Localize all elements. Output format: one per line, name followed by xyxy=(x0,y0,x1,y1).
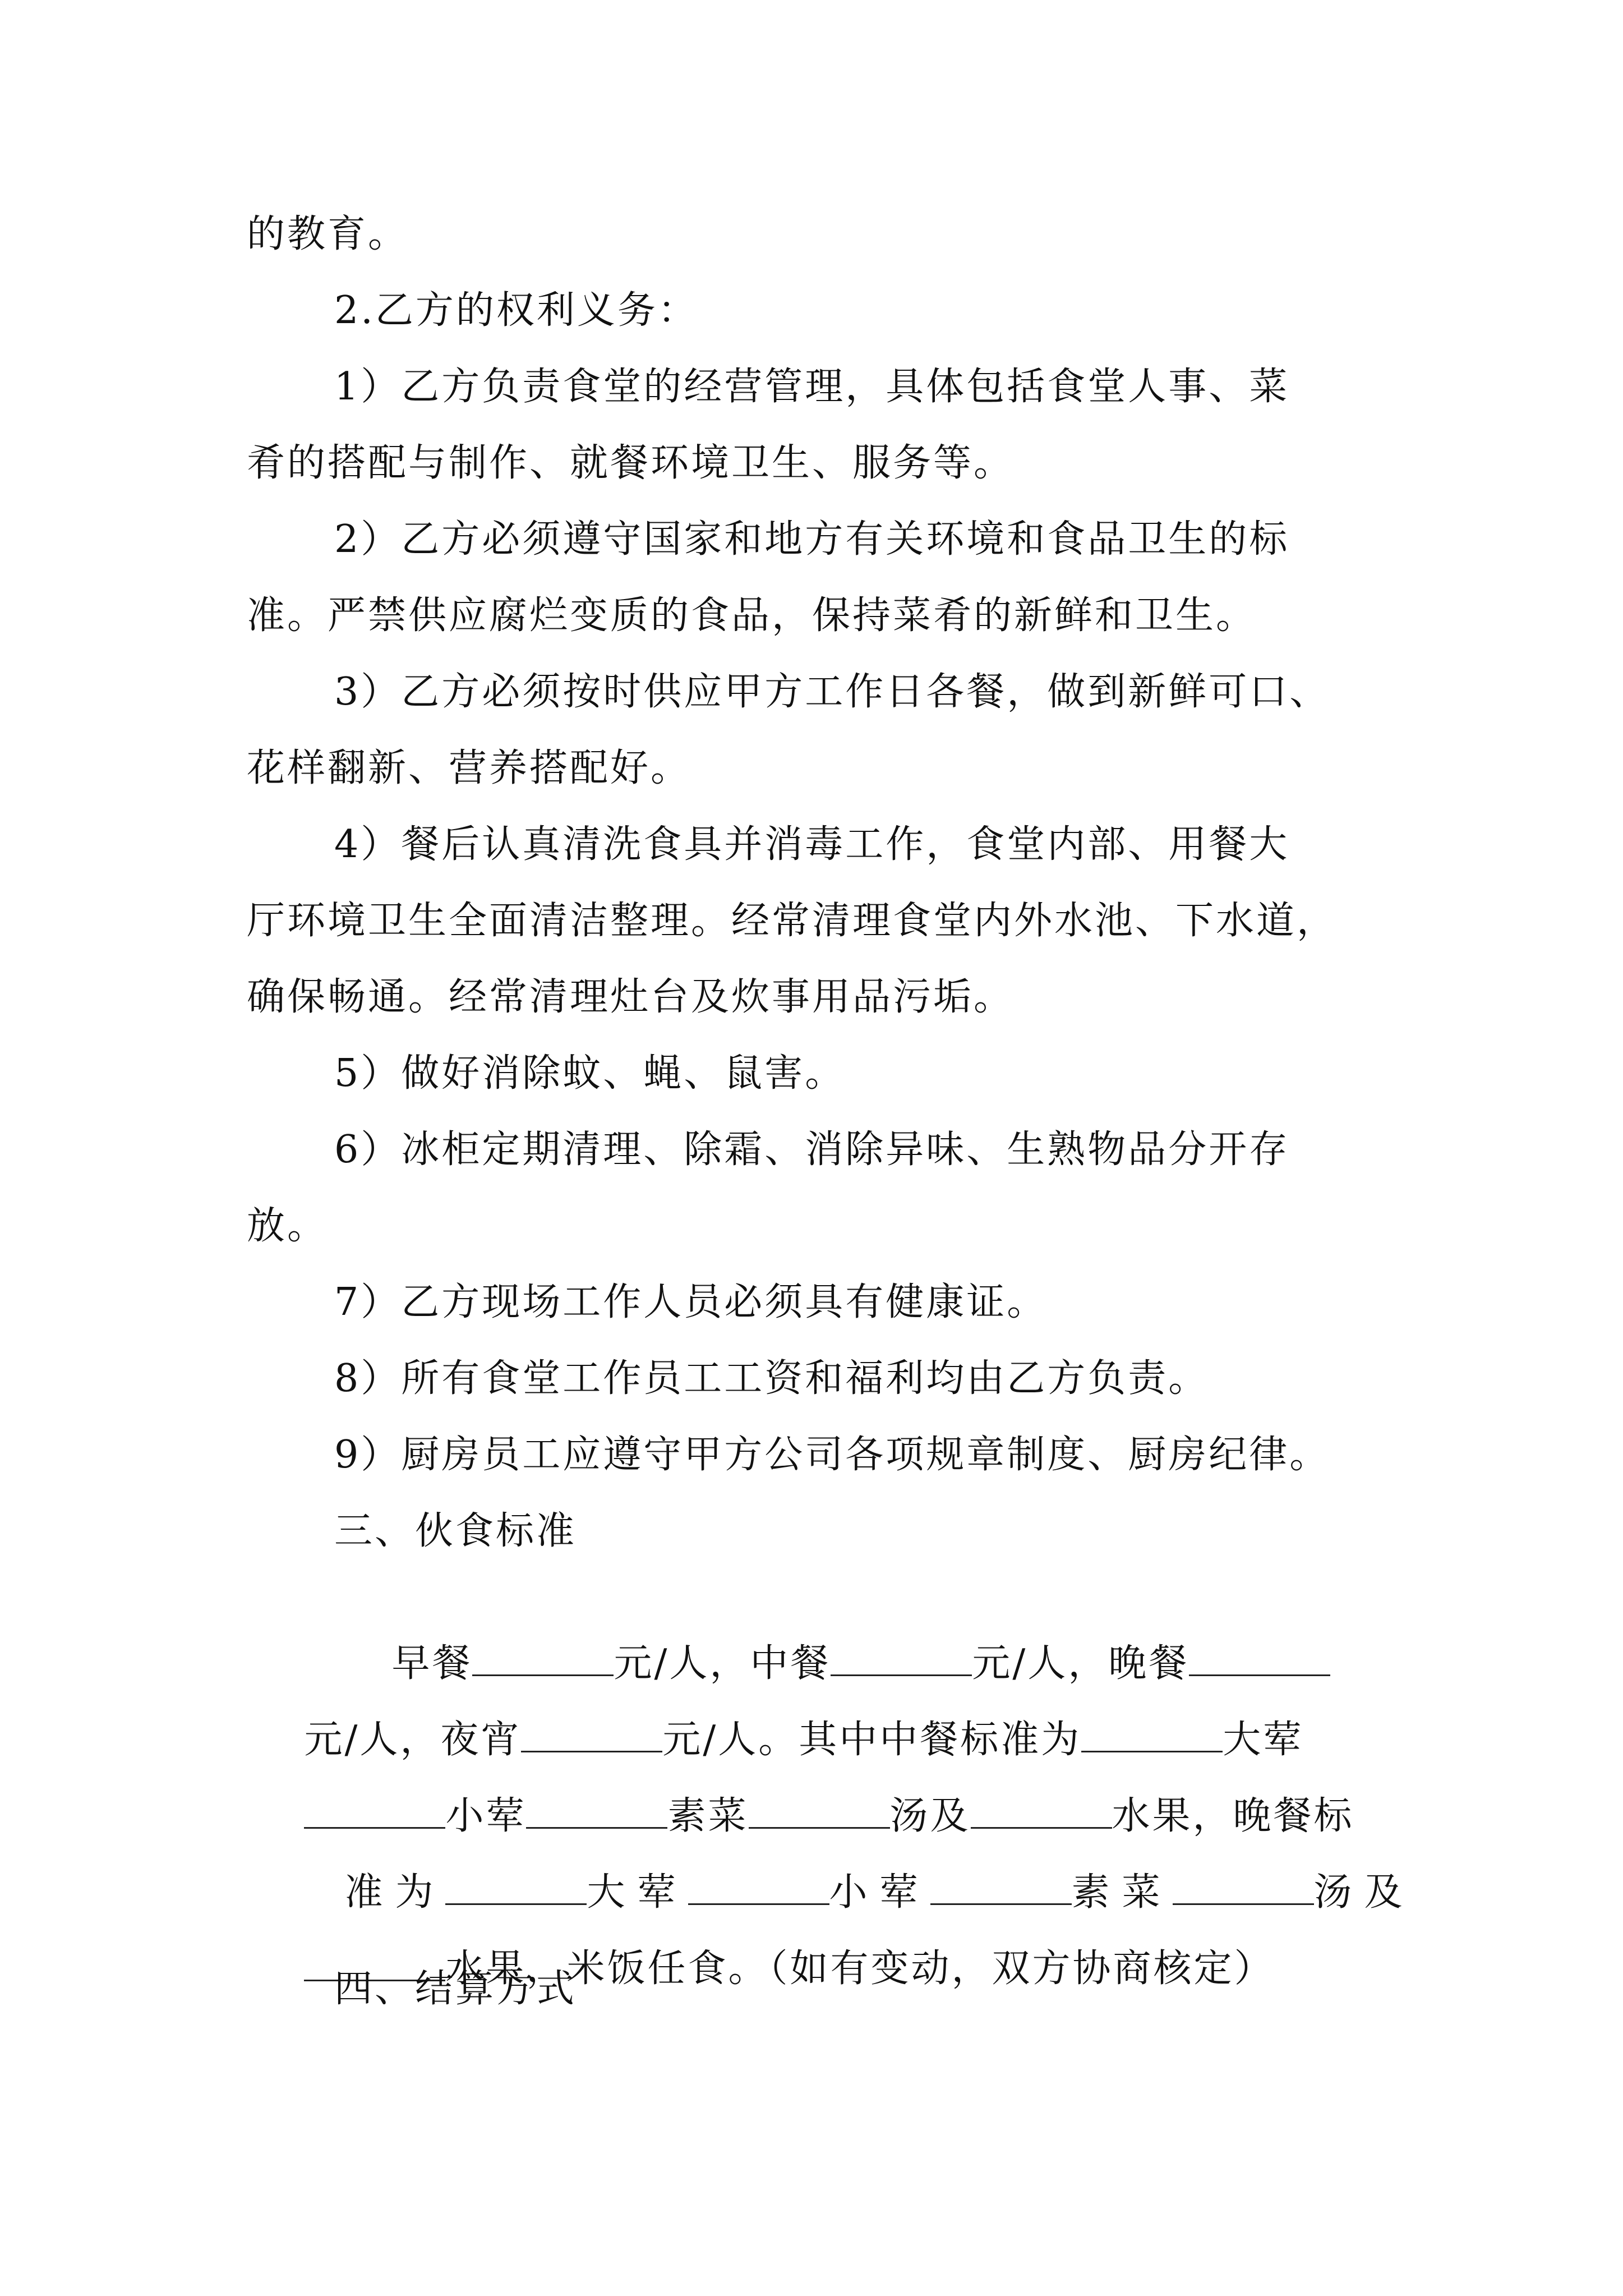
meal-standard-line-5: 水果，米饭任食。（如有变动，双方协商核定） xyxy=(247,1885,1274,1941)
text-line: 准。严禁供应腐烂变质的食品，保持菜肴的新鲜和卫生。 xyxy=(247,593,1257,638)
text-line: 5）做好消除蚊、蝇、鼠害。 xyxy=(334,1051,846,1096)
text-line: 1）乙方负责食堂的经营管理，具体包括食堂人事、菜 xyxy=(334,365,1290,409)
meal-standard-line-2: 元/人，夜宵 元/人。其中中餐标准为 大荤 xyxy=(247,1656,1303,1712)
meal-standard-line-1: 早餐 元/人，中餐 元/人，晚餐 xyxy=(334,1580,1330,1636)
text-line: 厅环境卫生全面清洁整理。经常清理食堂内外水池、下水道， xyxy=(247,899,1338,943)
section-heading: 2.乙方的权利义务： xyxy=(334,288,698,333)
text-line: 3）乙方必须按时供应甲方工作日各餐，做到新鲜可口、 xyxy=(334,670,1330,714)
text-line: 肴的搭配与制作、就餐环境卫生、服务等。 xyxy=(247,441,1015,485)
section-heading: 四、结算方式 xyxy=(334,1967,577,2011)
text-line: 花样翻新、营养搭配好。 xyxy=(247,746,691,790)
text-line: 2）乙方必须遵守国家和地方有关环境和食品卫生的标 xyxy=(334,517,1290,562)
meal-standard-line-4: 准为 大荤 小荤 素菜 汤及 xyxy=(247,1809,1415,1865)
text-line: 4）餐后认真清洗食具并消毒工作，食堂内部、用餐大 xyxy=(334,822,1290,867)
text-line: 7）乙方现场工作人员必须具有健康证。 xyxy=(334,1280,1048,1324)
text-line: 8）所有食堂工作员工工资和福利均由乙方负责。 xyxy=(334,1356,1209,1401)
label-breakfast: 早餐 xyxy=(391,1641,473,1686)
text-line: 的教育。 xyxy=(247,212,409,256)
text-line: 确保畅通。经常清理灶台及炊事用品污垢。 xyxy=(247,975,1015,1019)
text-line: 放。 xyxy=(247,1204,328,1248)
section-heading: 三、伙食标准 xyxy=(334,1509,577,1553)
text-line: 6）冰柜定期清理、除霜、消除异味、生熟物品分开存 xyxy=(334,1128,1290,1172)
meal-standard-line-3: 小荤 素菜 汤及 水果，晚餐标 xyxy=(247,1732,1354,1788)
text-line: 9）厨房员工应遵守甲方公司各项规章制度、厨房纪律。 xyxy=(334,1433,1330,1477)
